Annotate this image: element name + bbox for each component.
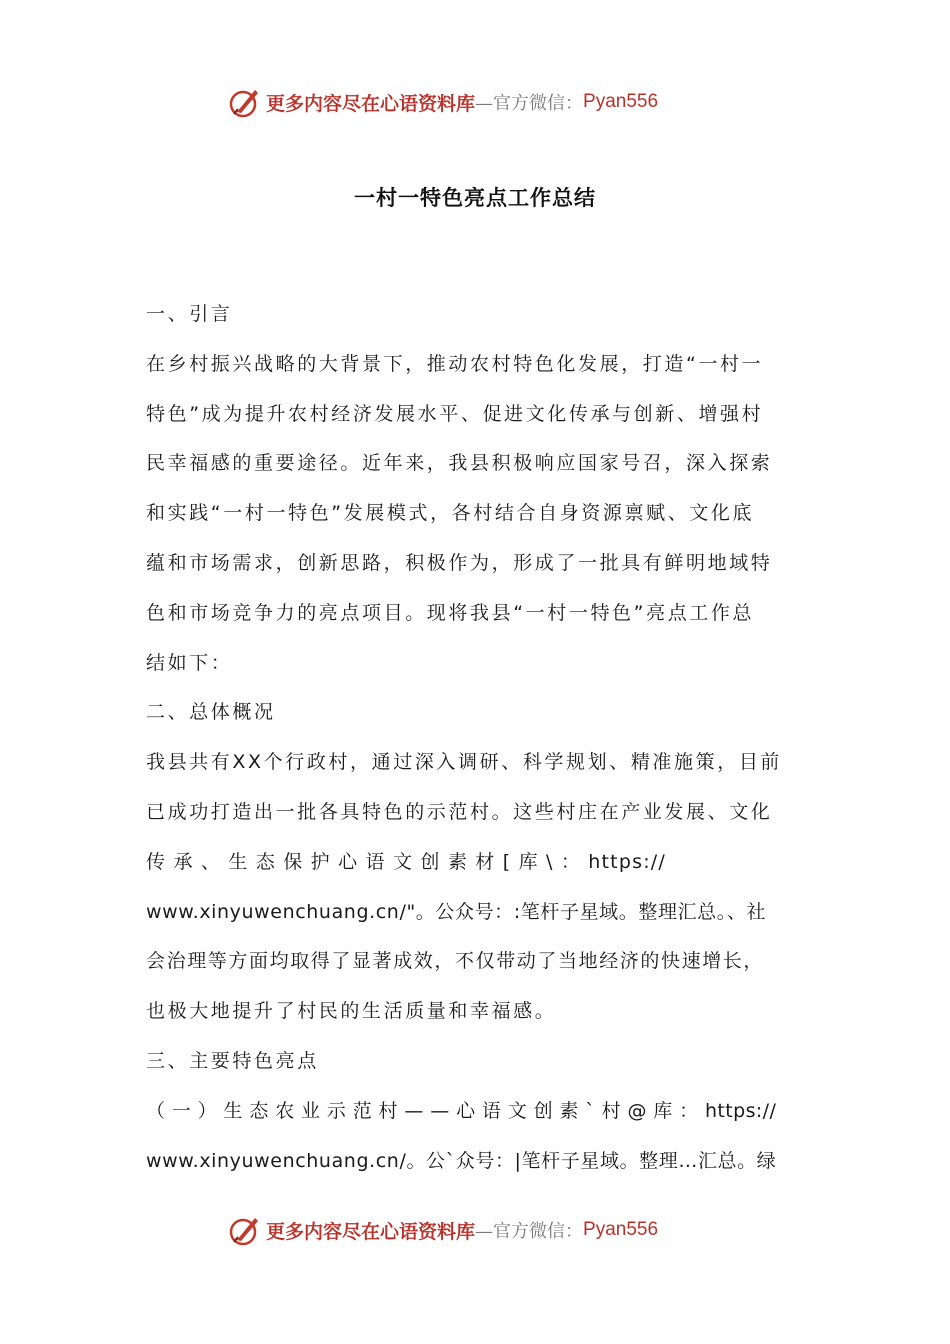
paragraph-line: 结如下： bbox=[146, 651, 233, 674]
document-title: 一村一特色亮点工作总结 bbox=[354, 186, 596, 210]
paragraph-line: 民幸福感的重要途径。近年来，我县积极响应国家号召，深入探索 bbox=[146, 452, 773, 475]
section-heading-overview: 二、总体概况 bbox=[146, 701, 276, 724]
paragraph-line: 特色”成为提升农村经济发展水平、促进文化传承与创新、增强村 bbox=[146, 402, 764, 425]
banner-wechat-label: —官方微信： bbox=[475, 93, 584, 114]
paragraph-line: 我县共有XX个行政村，通过深入调研、科学规划、精准施策，目前 bbox=[146, 751, 783, 774]
paragraph-line: www.xinyuwenchuang.cn/。公`众号：|笔杆子星域。整理…汇总。绿 bbox=[146, 1149, 777, 1172]
section-heading-highlights: 三、主要特色亮点 bbox=[146, 1049, 319, 1072]
paragraph-line: 也极大地提升了村民的生活质量和幸福感。 bbox=[146, 1000, 557, 1023]
paragraph-line: 会治理等方面均取得了显著成效，不仅带动了当地经济的快速增长， bbox=[146, 950, 765, 973]
banner-slogan: 更多内容尽在心语资料库 bbox=[266, 1220, 476, 1243]
document-body bbox=[146, 290, 806, 1186]
header-banner bbox=[228, 82, 658, 122]
paragraph-line: 和实践“一村一特色”发展模式，各村结合自身资源禀赋、文化底 bbox=[146, 502, 755, 525]
paragraph-line: www.xinyuwenchuang.cn/"。公众号：:笔杆子星域。整理汇总。、社 bbox=[146, 900, 767, 923]
paragraph-line: 传 承 、 生 态 保 护 心 语 文 创 素 材 [ 库 \ ： https:// bbox=[146, 850, 666, 873]
paragraph-line: 已成功打造出一批各具特色的示范村。这些村庄在产业发展、文化 bbox=[146, 800, 773, 823]
banner-wechat-id: Pyan556 bbox=[583, 91, 659, 112]
banner-wechat-id: Pyan556 bbox=[583, 1219, 659, 1240]
quill-logo-icon bbox=[228, 1213, 262, 1247]
quill-logo-icon bbox=[228, 85, 262, 119]
footer-banner bbox=[228, 1210, 658, 1250]
paragraph-line: （ 一 ） 生 态 农 业 示 范 村 — — 心 语 文 创 素 ` 村 @ 库 ： https:// bbox=[146, 1099, 777, 1122]
paragraph-line: 色和市场竞争力的亮点项目。现将我县“一村一特色”亮点工作总 bbox=[146, 601, 755, 624]
paragraph-line: 在乡村振兴战略的大背景下，推动农村特色化发展，打造“一村一 bbox=[146, 352, 764, 375]
paragraph-line: 蕴和市场需求，创新思路，积极作为，形成了一批具有鲜明地域特 bbox=[146, 551, 773, 574]
banner-slogan: 更多内容尽在心语资料库 bbox=[266, 92, 476, 115]
section-heading-intro: 一、引言 bbox=[146, 303, 233, 325]
banner-wechat-label: —官方微信： bbox=[475, 1221, 584, 1242]
